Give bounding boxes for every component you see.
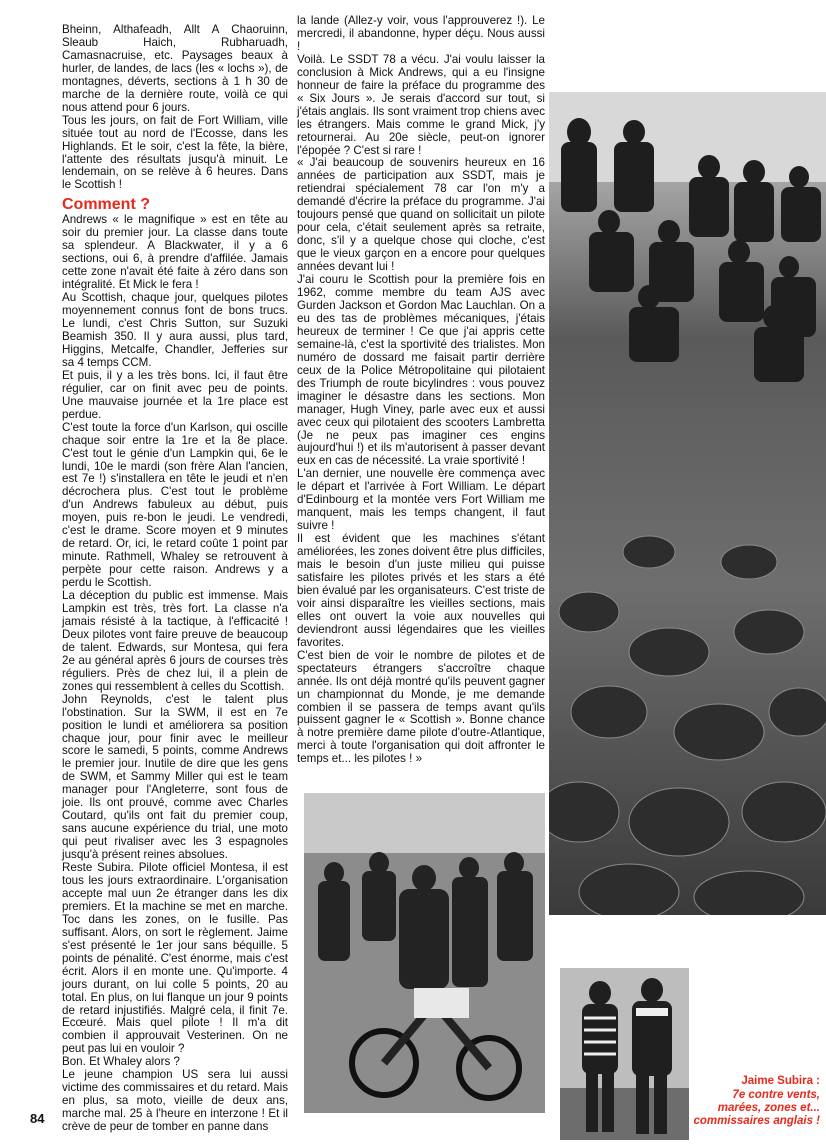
- paragraph: Tous les jours, on fait de Fort William, ville située tout au nord de l'Ecosse, dans les Highlands. Et le soir, c'est la fête, la bière, l'attente des résultats jusqu'à minuit. Le lendemain, on se relève à 6 heures. Dans le Scottish !: [62, 113, 288, 192]
- paragraph: John Reynolds, c'est le talent plus l'obstination. Sur la SWM, il est en 7e position le lundi et améliorera sa position chaque jour, pour finir avec le meilleur score le samedi, 5 points, comme Andrews le premier jour. Inutile de dire que les gens de SWM, et Sammy Miller qui est le team manager pour l'Angleterre, sont fous de joie. Ils ont prouvé, comme avec Charles Coutard, qu'ils ont fait du premier coup, sans aucune expérience du trial, une moto qui peut rivaliser avec les 3 espagnoles jusqu'à présent reines absolues.: [62, 692, 288, 862]
- article-column-left: [62, 24, 288, 1134]
- paragraph: Bheinn, Althafeadh, Allt A Chaoruinn, Sleaub Haich, Rubharuadh, Camasnacruise, etc. Paysages beaux à hurler, de landes, de lacs (les « lochs »), de montagnes, déverts, sections à 1 h 30 de marche de la dernière route, voilà ce qui nous attend pour 6 jours.: [62, 23, 288, 114]
- quote-paragraph: « J'ai beaucoup de souvenirs heureux en 16 années de participation aux SSDT, mais je retiendrai spécialement 78 car l'on m'y a demandé d'écrire la préface du programme. J'ai toujours pensé que quand on sollicitait un pilote pour cela, c'était seulement après sa retraite, donc, s'il y a quelque chose qui cloche, c'est que le vieux garçon en a encore pour quelques années devant lui !: [297, 156, 545, 274]
- paragraph: Bon. Et Whaley alors ?: [62, 1055, 180, 1069]
- paragraph: Le jeune champion US sera lui aussi victime des commissaires et du retard. Mais en plus, sa moto, vieille de deux ans, marche mal. 25 à l'heure en interzone ! Et il crève de peur de tomber en panne dans: [62, 1068, 288, 1134]
- section-heading: Comment ?: [62, 196, 150, 214]
- paragraph: Andrews « le magnifique » est en tête au soir du premier jour. La classe dans toute sa splendeur. A Blackwater, il y a 6 sections, oui 6, à prendre d'affilée. Jamais cette zone n'avait été faite à zéro dans son intégralité. Et Mick le fera !: [62, 213, 288, 292]
- rider-motorcycle-image: [304, 793, 545, 1113]
- paragraph: Au Scottish, chaque jour, quelques pilotes moyennement connus font de bons trucs. Le lundi, c'est Chris Sutton, sur Suzuki Beamish 350. Il y aura aussi, plus tard, Higgins, Metcalfe, Chandler, Jefferies sur sa 4 temps CCM.: [62, 291, 288, 369]
- paragraph: Reste Subira. Pilote officiel Montesa, il est tous les jours extraordinaire. L'organisation accepte mal uun 2e étranger dans les dix premiers. Et la machine se met en marche. Toc dans les zones, on le fusille. Pas suffisant. Alors, on sort le règlement. Jaime s'est présenté le 1er jour sans béquille. 5 points de pénalité. C'est énorme, mais c'est écrit. Alors il en monte une. Qu'importe. 4 jours durant, on lui colle 5 points, 20 au total. En plus, on lui flanque un jour 9 points de retard injustifiés. Malgré cela, il finit 7e. Ecœuré. Mais quel pilote ! Il m'a dit combien il approuvait Vesterinen. On ne peut pas lui en vouloir ?: [62, 861, 288, 1056]
- paragraph: La déception du public est immense. Mais Lampkin est très, très fort. La classe n'a jamais résisté à la tactique, à l'efficacité ! Deux pilotes vont faire preuve de beaucoup de talent. Edwards, sur Montesa, qui fera 2e au général après 6 jours de courses très réguliers. Près de chez lui, il a plein de zones qui ressemblent à celles du Scottish.: [62, 589, 288, 693]
- photo-caption-title: Jaime Subira :: [741, 1075, 820, 1087]
- quote-paragraph: C'est bien de voir le nombre de pilotes et de spectateurs étrangers s'accroître chaque année. Ils ont déjà montré qu'ils peuvent gagner un championnat du Monde, je me demande combien il se passera de temps avant qu'ils puissent gagner le « Scottish ». Bonne chance à notre première dame pilote d'outre-Atlantique, merci à toute l'organisation qui doit affronter le temps et... les pilotes ! »: [297, 648, 545, 766]
- article-column-middle: [297, 15, 545, 766]
- spectators-hillside-photo: [549, 92, 826, 915]
- photo-caption-text: 7e contre vents, marées, zones et... commissaires anglais !: [693, 1089, 820, 1127]
- quote-paragraph: L'an dernier, une nouvelle ère commença avec le départ et l'arrivée à Fort William. Le départ d'Edinbourg et la montée vers Fort William me manquent, mais les temps changent, il faut suivre !: [297, 467, 545, 533]
- two-riders-photo: [560, 968, 689, 1140]
- paragraph: C'est toute la force d'un Karlson, qui oscille chaque soir entre la 1re et la 8e place. C'est tout le génie d'un Lampkin qui, 6e le lundi, 10e le mardi (son frère Alan l'ancien, est 7e !) s'installera en tête le jeudi et n'en décrochera plus. C'est tout le problème d'un Andrews fabuleux au début, puis moyen, puis re-bon le jeudi. Le vendredi, c'est le drame. Score moyen et 9 minutes de retard. Or, ici, le retard coûte 1 point par minute. Rathmell, Whaley se retrouvent à perpète pour cette raison. Andrews y a perdu le Scottish.: [62, 420, 288, 590]
- quote-paragraph: J'ai couru le Scottish pour la première fois en 1962, comme membre du team AJS avec Gurden Jackson et Gordon Mac Lauchlan. On a eu des tas de problèmes mécaniques, j'étais heureux de terminer ! Ce que j'ai appris cette semaine-là, c'est la sportivité des trialistes. Mon numéro de dossard me faisait partir derrière ceux de la Police Métropolitaine qui pilotaient des Triumph de route bicylindres : vous pouvez imaginer le désastre dans les sections. Mon manager, Hugh Viney, parle avec eux et aussi avec ceux qui pilotaient des scooters Lambretta (Je ne peux pas imaginer ces engins aujourd'hui !) et ils m'autorisent à passer devant eux en cas de nécessité. La vraie sportivité !: [297, 273, 545, 468]
- page-number: 84: [30, 1111, 45, 1126]
- paragraph: Et puis, il y a les très bons. Ici, il faut être régulier, car on finit avec peu de points. Une mauvaise journée et la 1re place est perdue.: [62, 368, 288, 421]
- rider-motorcycle-photo: [304, 793, 545, 1113]
- quote-paragraph: Il est évident que les machines s'étant améliorées, les zones doivent être plus difficiles, mais le besoin d'un juste milieu qui puisse satisfaire les pilotes privés et les stars a été bien évalué par les organisateurs. C'est triste de voir ainsi disparaître les vieilles sections, mais elles ont ouvert la voie aux nouvelles qui deviendront aussi légendaires que les vieilles favorites.: [297, 532, 545, 649]
- paragraph: la lande (Allez-y voir, vous l'approuverez !). Le mercredi, il abandonne, hyper déçu. Nous aussi !: [297, 14, 545, 53]
- spectators-hillside-image: [549, 92, 826, 915]
- two-riders-image: [560, 968, 689, 1140]
- paragraph: Voilà. Le SSDT 78 a vécu. J'ai voulu laisser la conclusion à Mick Andrews, qui a eu l'insigne honneur de faire la préface du programme des « Six Jours ». Je serais d'accord sur tout, si j'étais anglais. Ils sont vraiment trop chiens avec les étrangers. Mais comme le grand Mick, j'y retournerai. Au 20e siècle, peut-on ignorer l'épopée ? C'est si rare !: [297, 52, 545, 157]
